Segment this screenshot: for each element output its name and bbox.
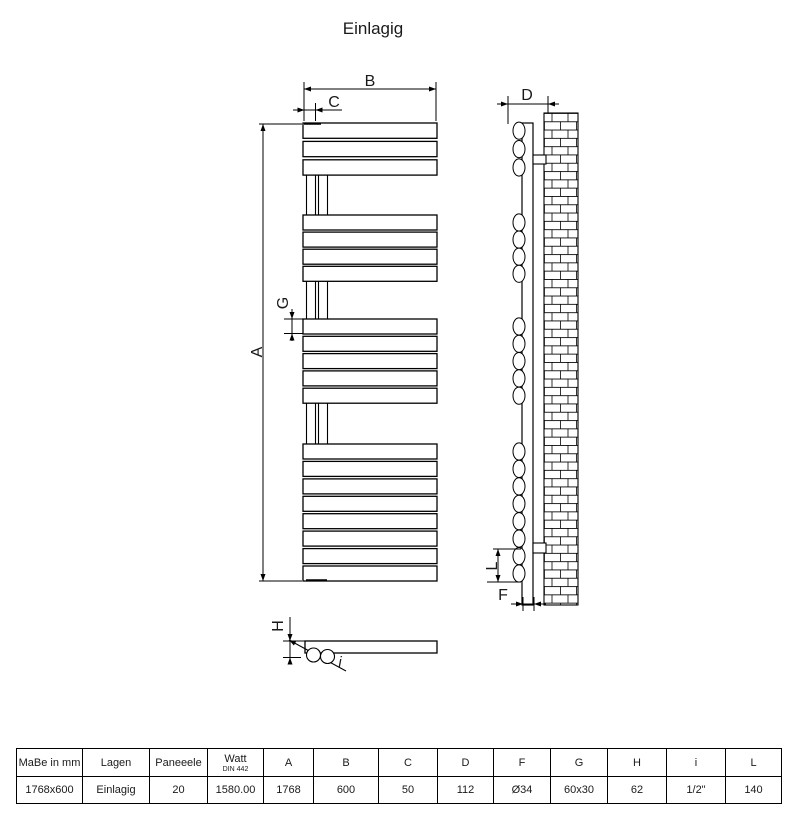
front-view — [303, 123, 437, 581]
col-header-i: i — [667, 749, 726, 777]
value-i: 1/2" — [667, 777, 726, 804]
spec-table — [16, 748, 782, 804]
value-f: Ø34 — [494, 777, 551, 804]
dim-label-l: L — [484, 561, 501, 571]
value-b: 600 — [314, 777, 379, 804]
dim-label-c: C — [328, 94, 340, 111]
col-header-watt — [208, 749, 264, 777]
din-label: DIN 442 — [222, 765, 249, 773]
dim-label-b: B — [364, 73, 376, 90]
dim-label-a: A — [249, 346, 266, 358]
value-g: 60x30 — [551, 777, 608, 804]
front-view-panels — [303, 123, 437, 581]
col-header-c: C — [379, 749, 438, 777]
dim-label-g: G — [275, 296, 292, 310]
value-l: 140 — [726, 777, 782, 804]
dim-label-i: i — [338, 654, 342, 671]
brick-wall — [544, 113, 578, 605]
value-lagen: Einlagig — [83, 777, 150, 804]
value-h: 62 — [608, 777, 667, 804]
col-header-lagen: Lagen — [83, 749, 150, 777]
col-header-b: B — [314, 749, 379, 777]
spec-table-header-row — [17, 749, 782, 777]
value-c: 50 — [379, 777, 438, 804]
col-header-masse: MaBe in mm — [17, 749, 83, 777]
col-header-a: A — [264, 749, 314, 777]
connection-port — [307, 648, 321, 662]
dim-label-h: H — [270, 620, 287, 632]
col-header-paneele: Paneeele — [150, 749, 208, 777]
col-header-l: L — [726, 749, 782, 777]
watt-label: Watt — [224, 752, 247, 765]
side-view — [513, 113, 578, 605]
value-d: 112 — [438, 777, 494, 804]
col-header-g: G — [551, 749, 608, 777]
wall-bracket-bottom — [533, 543, 546, 553]
value-masse: 1768x600 — [17, 777, 83, 804]
dim-label-d: D — [521, 87, 533, 104]
drawing-title: Einlagig — [342, 19, 404, 38]
detail-view — [289, 640, 437, 671]
value-paneele: 20 — [150, 777, 208, 804]
dim-label-f: F — [498, 587, 508, 604]
value-watt: 1580.00 — [208, 777, 264, 804]
spec-table-value-row — [17, 777, 782, 804]
wall-bracket-top — [533, 155, 546, 164]
col-header-f: F — [494, 749, 551, 777]
col-header-d: D — [438, 749, 494, 777]
connection-port — [321, 650, 335, 664]
col-header-h: H — [608, 749, 667, 777]
value-a: 1768 — [264, 777, 314, 804]
